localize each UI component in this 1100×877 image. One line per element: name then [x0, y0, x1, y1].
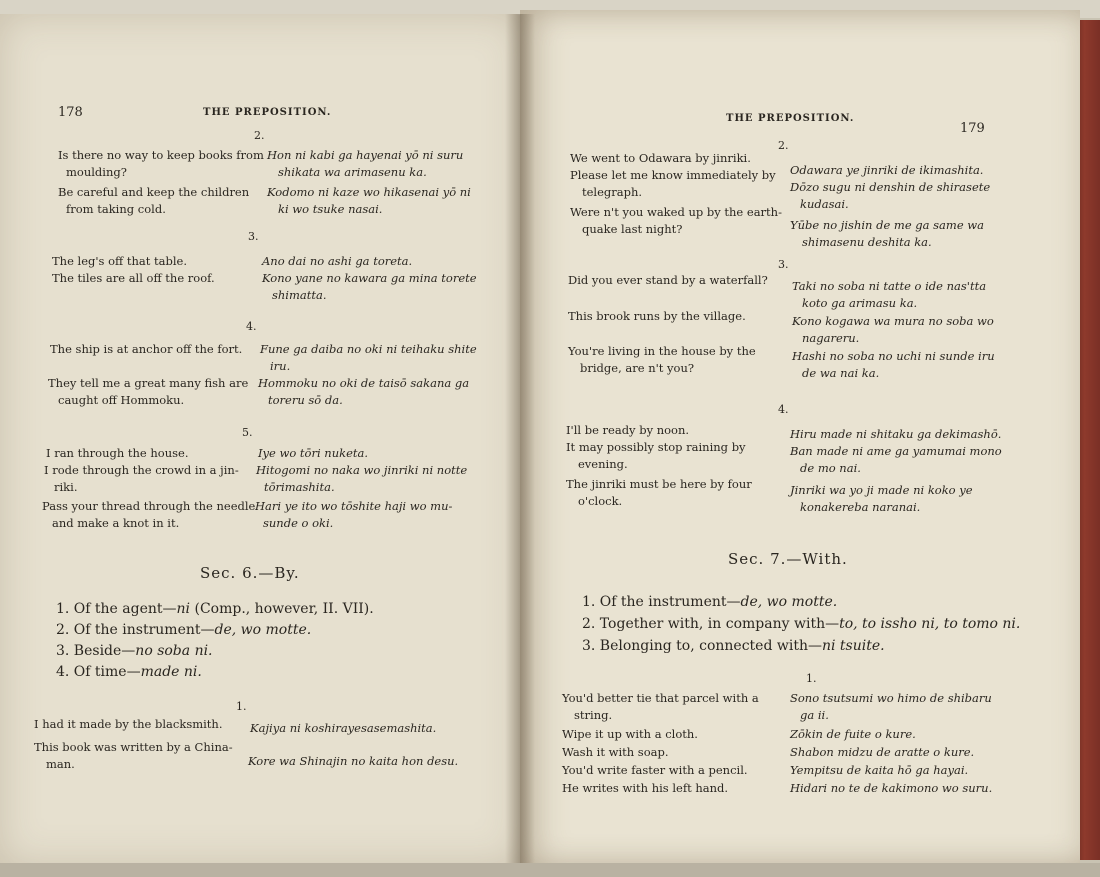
english-line: evening.: [578, 457, 628, 471]
book-gutter: [505, 14, 535, 866]
japanese-line: iru.: [270, 359, 291, 373]
english-line: I'll be ready by noon.: [566, 423, 690, 437]
use-item: 1. Of the instrument—de, wo motte.: [582, 594, 838, 610]
japanese-line: Fune ga daiba no oki ni teihaku shite: [260, 342, 477, 356]
japanese-line: Hommoku no oki de taisō sakana ga: [258, 376, 470, 390]
english-line: You'd better tie that parcel with a: [562, 691, 759, 705]
group-number: 1.: [806, 672, 817, 685]
japanese-line: Yempitsu de kaita hō ga hayai.: [790, 763, 969, 777]
japanese-line: Kajiya ni koshirayesasemashita.: [250, 721, 437, 735]
japanese-line: Shabon midzu de aratte o kure.: [790, 745, 975, 759]
english-line: o'clock.: [578, 494, 623, 508]
japanese-line: Dōzo sugu ni denshin de shirasete: [790, 180, 991, 194]
use-item: 3. Belonging to, connected with—ni tsuite.: [582, 638, 885, 654]
japanese-line: Ano dai no ashi ga toreta.: [262, 254, 413, 268]
english-line: I had it made by the blacksmith.: [34, 717, 223, 731]
japanese-line: Odawara ye jinriki de ikimashita.: [790, 163, 984, 177]
japanese-line: shimatta.: [272, 288, 327, 302]
english-line: This brook runs by the village.: [568, 309, 746, 323]
english-line: Were n't you waked up by the earth-: [570, 205, 782, 219]
group-number: 2.: [778, 139, 789, 152]
running-head: THE PREPOSITION.: [203, 107, 332, 118]
english-line: caught off Hommoku.: [58, 393, 185, 407]
page-number: 178: [58, 105, 83, 120]
english-line: from taking cold.: [66, 202, 166, 216]
use-item: 3. Beside—no soba ni.: [56, 643, 213, 659]
english-line: moulding?: [66, 165, 127, 179]
japanese-line: Iye wo tōri nuketa.: [258, 446, 369, 460]
english-line: The leg's off that table.: [52, 254, 187, 268]
japanese-line: shimasenu deshita ka.: [802, 235, 932, 249]
english-line: Be careful and keep the children: [58, 185, 250, 199]
japanese-line: kudasai.: [800, 197, 849, 211]
japanese-line: Hidari no te de kakimono wo suru.: [790, 781, 993, 795]
right-page: [520, 10, 1080, 866]
left-page: [0, 14, 522, 866]
english-line: quake last night?: [582, 222, 683, 236]
english-line: This book was written by a China-: [34, 740, 233, 754]
japanese-line: tōrimashita.: [264, 480, 335, 494]
group-number: 3.: [778, 258, 789, 271]
english-line: Is there no way to keep books from: [58, 148, 264, 162]
japanese-line: Hiru made ni shitaku ga dekimashō.: [790, 427, 1002, 441]
english-line: telegraph.: [582, 185, 643, 199]
english-line: man.: [46, 757, 75, 771]
group-number: 4.: [246, 320, 257, 333]
group-number: 5.: [242, 426, 253, 439]
japanese-line: Kodomo ni kaze wo hikasenai yō ni: [267, 185, 471, 199]
english-line: string.: [574, 708, 613, 722]
background-bottom: [0, 863, 1100, 877]
use-item: 4. Of time—made ni.: [56, 664, 202, 680]
english-line: and make a knot in it.: [52, 516, 180, 530]
use-item: 2. Together with, in company with—to, to issho ni, to tomo ni.: [582, 616, 1021, 632]
use-item: 1. Of the agent—ni (Comp., however, II. VII).: [56, 601, 374, 617]
english-line: riki.: [54, 480, 78, 494]
english-line: We went to Odawara by jinriki.: [570, 151, 751, 165]
japanese-line: Jinriki wa yo ji made ni koko ye: [790, 483, 973, 497]
japanese-line: toreru sō da.: [268, 393, 343, 407]
japanese-line: Hitogomi no naka wo jinriki ni notte: [256, 463, 468, 477]
japanese-line: nagareru.: [802, 331, 860, 345]
english-line: He writes with his left hand.: [562, 781, 729, 795]
japanese-line: Kono yane no kawara ga mina torete: [262, 271, 477, 285]
english-line: Did you ever stand by a waterfall?: [568, 273, 768, 287]
english-line: It may possibly stop raining by: [566, 440, 746, 454]
japanese-line: konakereba naranai.: [800, 500, 921, 514]
english-line: Wash it with soap.: [562, 745, 669, 759]
japanese-line: Hari ye ito wo tōshite haji wo mu-: [255, 499, 453, 513]
japanese-line: ga ii.: [800, 708, 829, 722]
english-line: The ship is at anchor off the fort.: [50, 342, 243, 356]
japanese-line: de wa nai ka.: [802, 366, 880, 380]
english-line: You'd write faster with a pencil.: [562, 763, 748, 777]
english-line: The jinriki must be here by four: [566, 477, 752, 491]
english-line: You're living in the house by the: [568, 344, 756, 358]
japanese-line: Kore wa Shinajin no kaita hon desu.: [248, 754, 459, 768]
english-line: I ran through the house.: [46, 446, 189, 460]
english-line: I rode through the crowd in a jin-: [44, 463, 239, 477]
english-line: bridge, are n't you?: [580, 361, 695, 375]
running-head: THE PREPOSITION.: [726, 113, 855, 124]
japanese-line: Taki no soba ni tatte o ide nas'tta: [792, 279, 987, 293]
japanese-line: ki wo tsuke nasai.: [278, 202, 383, 216]
japanese-line: Ban made ni ame ga yamumai mono: [790, 444, 1002, 458]
section-title: Sec. 6.—By.: [200, 564, 300, 582]
japanese-line: Yūbe no jishin de me ga same wa: [790, 218, 984, 232]
english-line: The tiles are all off the roof.: [52, 271, 215, 285]
japanese-line: shikata wa arimasenu ka.: [278, 165, 427, 179]
english-line: Pass your thread through the needle: [42, 499, 256, 513]
japanese-line: sunde o oki.: [263, 516, 334, 530]
english-line: They tell me a great many fish are: [48, 376, 249, 390]
japanese-line: Sono tsutsumi wo himo de shibaru: [790, 691, 992, 705]
japanese-line: Zōkin de fuite o kure.: [790, 727, 916, 741]
group-number: 3.: [248, 230, 259, 243]
group-number: 4.: [778, 403, 789, 416]
english-line: Please let me know immediately by: [570, 168, 776, 182]
japanese-line: Hon ni kabi ga hayenai yō ni suru: [267, 148, 464, 162]
page-number: 179: [960, 121, 985, 136]
group-number: 1.: [236, 700, 247, 713]
section-title: Sec. 7.—With.: [728, 550, 848, 568]
group-number: 2.: [254, 129, 265, 142]
japanese-line: Kono kogawa wa mura no soba wo: [792, 314, 994, 328]
use-item: 2. Of the instrument—de, wo motte.: [56, 622, 312, 638]
english-line: Wipe it up with a cloth.: [562, 727, 698, 741]
japanese-line: Hashi no soba no uchi ni sunde iru: [792, 349, 995, 363]
japanese-line: koto ga arimasu ka.: [802, 296, 918, 310]
japanese-line: de mo nai.: [800, 461, 861, 475]
